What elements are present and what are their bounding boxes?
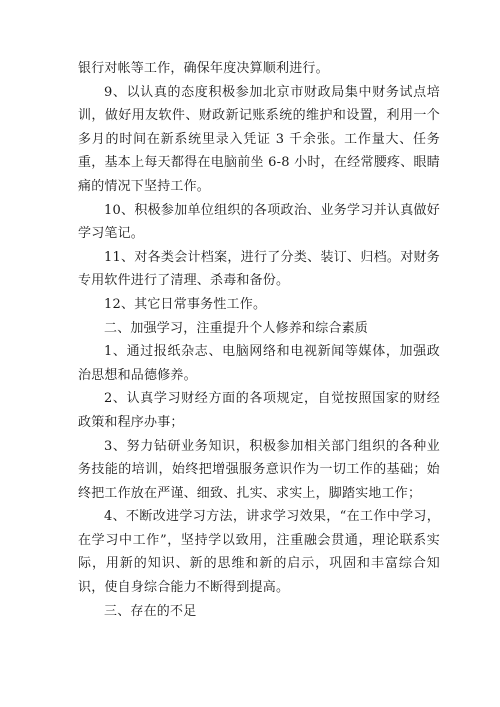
paragraph-0: 银行对帐等工作，确保年度决算顺利进行。 xyxy=(78,61,329,76)
paragraph-study-2: 2、认真学习财经方面的各项规定，自觉按照国家的财经政策和程序办事； xyxy=(78,391,440,430)
paragraph-study-4: 4、不断改进学习方法，讲求学习效果，“在工作中学习，在学习中工作”，坚持学以致用，注重融会贯通，理论联系实际，用新的知识、新的思维和新的启示，巩固和丰富综合知识，使自身综合能力不断得到提高。 xyxy=(78,509,440,596)
paragraph-item-9: 9、以认真的态度积极参加北京市财政局集中财务试点培训，做好用友软件、财政新记账系统的维护和设置，利用一个多月的时间在新系统里录入凭证 3 千余张。工作量大、任务重，基本上每天都得在电脑前坐 6-8 小时，在经常腰疼、眼睛痛的情况下坚持工作。 xyxy=(78,84,440,194)
section-heading-3: 三、存在的不足 xyxy=(104,603,197,619)
paragraph-study-1: 1、通过报纸杂志、电脑网络和电视新闻等媒体，加强政治思想和品德修养。 xyxy=(78,344,440,383)
document-body xyxy=(78,57,440,623)
paragraph-item-12: 12、其它日常事务性工作。 xyxy=(104,296,267,312)
section-heading-2: 二、加强学习，注重提升个人修养和综合素质 xyxy=(104,320,369,336)
paragraph-study-3: 3、努力钻研业务知识，积极参加相关部门组织的各种业务技能的培训，始终把增强服务意识作为一切工作的基础；始终把工作放在严谨、细致、扎实、求实上，脚踏实地工作； xyxy=(78,438,440,501)
paragraph-item-11: 11、对各类会计档案，进行了分类、装订、归档。对财务专用软件进行了清理、杀毒和备份。 xyxy=(78,249,440,289)
paragraph-item-10: 10、积极参加单位组织的各项政治、业务学习并认真做好学习笔记。 xyxy=(78,202,440,242)
